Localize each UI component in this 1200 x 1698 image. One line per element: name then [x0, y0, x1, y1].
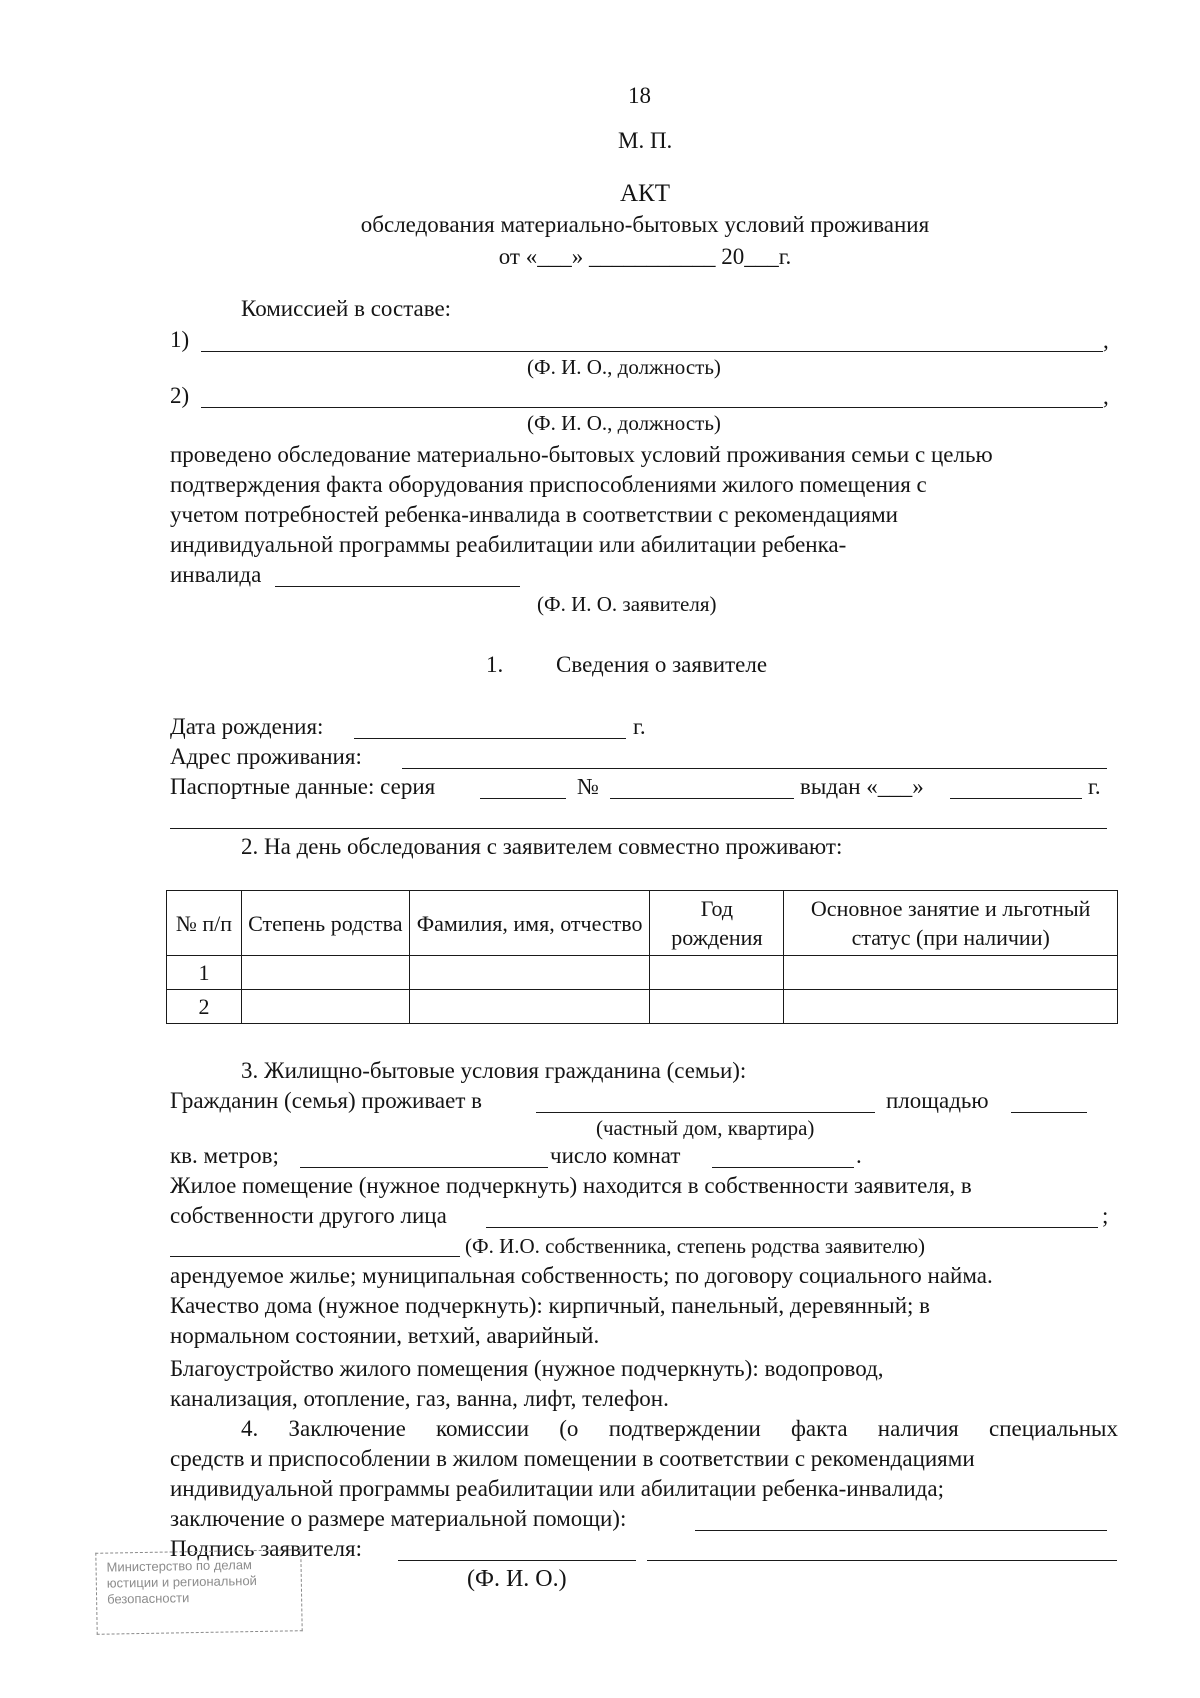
signature-label: Подпись заявителя: — [170, 1536, 362, 1561]
purpose-line-3: учетом потребностей ребенка-инвалида в соответствии с рекомендациями — [170, 502, 898, 527]
area-label: площадью — [886, 1088, 989, 1113]
address-label: Адрес проживания: — [170, 744, 362, 769]
amenities-line-2: канализация, отопление, газ, ванна, лифт, телефон. — [170, 1386, 669, 1411]
page-number: 18 — [628, 83, 651, 108]
member-1-caption: (Ф. И. О., должность) — [527, 355, 721, 379]
lives-in-label: Гражданин (семья) проживает в — [170, 1088, 482, 1113]
member-1-comma: , — [1103, 328, 1109, 353]
document-subtitle: обследования материально-бытовых условий проживания — [360, 212, 930, 237]
purpose-line-5: инвалида — [170, 562, 262, 587]
quality-line-2: нормальном состоянии, ветхий, аварийный. — [170, 1323, 600, 1348]
ownership-line-1: Жилое помещение (нужное подчеркнуть) находится в собственности заявителя, в — [170, 1173, 972, 1198]
passport-issued-label: выдан «___» — [800, 774, 924, 799]
table-row — [167, 990, 1118, 1024]
stamp-line: Министерство по делам — [106, 1557, 253, 1575]
ownership-semicolon: ; — [1102, 1203, 1109, 1228]
table-header-cell: Степень родства — [241, 891, 409, 956]
passport-series-field — [480, 798, 566, 799]
passport-series-label: Паспортные данные: серия — [170, 774, 436, 799]
table-cell-number: 2 — [167, 990, 242, 1024]
stamp-line: безопасности — [106, 1590, 190, 1607]
table-cell — [784, 956, 1118, 990]
section-1-number: 1. — [486, 652, 504, 677]
housing-type-field — [536, 1112, 875, 1113]
amenities-line-1: Благоустройство жилого помещения (нужное подчеркнуть): водопровод, — [170, 1356, 884, 1381]
rooms-period: . — [856, 1143, 862, 1168]
purpose-line-1: проведено обследование материально-бытовых условий проживания семьи с целью — [170, 442, 993, 467]
quality-line-1: Качество дома (нужное подчеркнуть): кирпичный, панельный, деревянный; в — [170, 1293, 930, 1318]
table-header-cell: Основное занятие и льготный статус (при наличии) — [784, 891, 1118, 956]
family-members-table — [166, 890, 1118, 1024]
document-date-line: от «___» ___________ 20___г. — [498, 244, 792, 269]
member-1-number: 1) — [170, 327, 190, 352]
purpose-line-4: индивидуальной программы реабилитации или абилитации ребенка- — [170, 532, 847, 557]
passport-number-field — [610, 798, 794, 799]
table-header-cell: Фамилия, имя, отчество — [409, 891, 650, 956]
table-header-cell: Год рождения — [650, 891, 784, 956]
table-cell — [409, 956, 650, 990]
ownership-line-2: собственности другого лица — [170, 1203, 447, 1228]
address-field — [402, 768, 1107, 769]
document-title: АКТ — [620, 180, 670, 207]
applicant-caption: (Ф. И. О. заявителя) — [537, 592, 717, 616]
applicant-name-field — [275, 586, 520, 587]
rooms-field — [712, 1167, 854, 1168]
rent-line: арендуемое жилье; муниципальная собственность; по договору социального найма. — [170, 1263, 993, 1288]
conclusion-field — [695, 1530, 1107, 1531]
conclusion-line-4: заключение о размере материальной помощи): — [170, 1506, 627, 1531]
owner-caption: (Ф. И.О. собственника, степень родства заявителю) — [465, 1234, 926, 1258]
table-cell — [241, 956, 409, 990]
stamp-line: юстиции и региональной — [106, 1572, 258, 1591]
birth-year-suffix: г. — [633, 714, 646, 739]
table-cell — [409, 990, 650, 1024]
signature-fio-caption: (Ф. И. О.) — [467, 1566, 567, 1592]
signature-name-field — [647, 1560, 1117, 1561]
birth-date-field — [354, 738, 626, 739]
member-2-caption: (Ф. И. О., должность) — [527, 411, 721, 435]
table-cell-number: 1 — [167, 956, 242, 990]
purpose-line-2: подтверждения факта оборудования приспособлениями жилого помещения с — [170, 472, 927, 497]
other-owner-field — [486, 1227, 1098, 1228]
birth-date-label: Дата рождения: — [170, 714, 324, 739]
area-field — [1011, 1112, 1087, 1113]
section-2-title: 2. На день обследования с заявителем совместно проживают: — [241, 834, 843, 859]
passport-extra-line — [170, 828, 1107, 829]
table-cell — [784, 990, 1118, 1024]
section-1-title: Сведения о заявителе — [556, 652, 768, 677]
section-3-title: 3. Жилищно-бытовые условия гражданина (семьи): — [241, 1058, 747, 1083]
member-2-number: 2) — [170, 383, 190, 408]
signature-field — [398, 1560, 636, 1561]
sq-meters-label: кв. метров; — [170, 1143, 279, 1168]
table-cell — [650, 990, 784, 1024]
owner-name-field — [170, 1256, 460, 1257]
sq-meters-field — [300, 1167, 548, 1168]
table-header-cell: № п/п — [167, 891, 242, 956]
seal-placeholder-label: М. П. — [618, 128, 673, 153]
rooms-label: число комнат — [550, 1143, 681, 1168]
member-2-field — [201, 407, 1103, 408]
member-2-comma: , — [1103, 384, 1109, 409]
table-header-row — [167, 891, 1118, 956]
table-row — [167, 956, 1118, 990]
commission-intro: Комиссией в составе: — [241, 296, 452, 321]
member-1-field — [201, 351, 1103, 352]
housing-type-caption: (частный дом, квартира) — [596, 1116, 815, 1140]
passport-number-sign: № — [577, 774, 599, 799]
passport-issued-field — [950, 798, 1082, 799]
conclusion-line-3: индивидуальной программы реабилитации или абилитации ребенка-инвалида; — [170, 1476, 944, 1501]
registration-stamp — [95, 1549, 302, 1635]
passport-issued-year: г. — [1088, 774, 1101, 799]
conclusion-line-1: 4. Заключение комиссии (о подтверждении факта наличия специальных — [241, 1416, 1118, 1441]
table-cell — [650, 956, 784, 990]
conclusion-line-2: средств и приспособлении в жилом помещении в соответствии с рекомендациями — [170, 1446, 975, 1471]
table-cell — [241, 990, 409, 1024]
